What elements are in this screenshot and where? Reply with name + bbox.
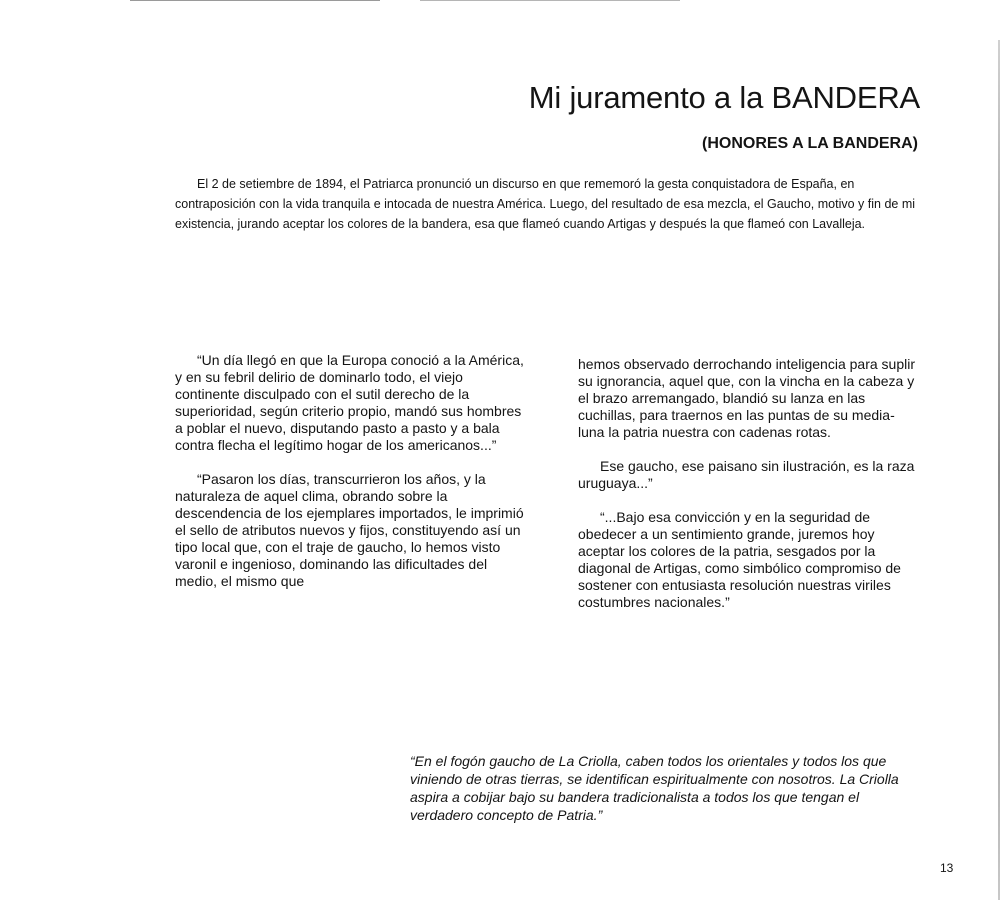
page-number: 13 bbox=[940, 861, 954, 875]
right-column bbox=[578, 356, 920, 628]
speech-paragraph: “...Bajo esa convicción y en la seguridad de obedecer a un sentimiento grande, juremos hoy aceptar los colores de la patria, sesgados por la diagonal de Artigas, como simbólico compromiso de sostener con entusiasta resolución nuestras viriles costumbres nacionales.” bbox=[578, 509, 901, 610]
intro-paragraph: El 2 de setiembre de 1894, el Patriarca pronunció un discurso en que rememoró la gesta conquistadora de España, en contraposición con la vida tranquila e intocada de nuestra América. Luego, del resultado de esa mezcla, el Gaucho, motivo y fin de mi existencia, jurando aceptar los colores de la bandera, esa que flameó cuando Artigas y después la que flameó con Lavalleja. bbox=[175, 177, 916, 231]
closing-quote: “En el fogón gaucho de La Criolla, caben todos los orientales y todos los que viniendo de otras tierras, se identifican espiritualmente con nosotros. La Criolla aspira a cobijar bajo su bandera tradicionalista a todos los que tengan el verdadero concepto de Patria.” bbox=[410, 753, 899, 823]
speech-paragraph: hemos observado derrochando inteligencia para suplir su ignorancia, aquel que, con la vincha en la cabeza y el brazo arremangado, blandió su lanza en las cuchillas, para traernos en las puntas de su media-luna la patria nuestra con cadenas rotas. bbox=[578, 356, 915, 440]
scan-edge-top bbox=[130, 0, 380, 1]
speech-paragraph: “Pasaron los días, transcurrieron los años, y la naturaleza de aquel clima, obrando sobre la descendencia de los ejemplares importados, le imprimió el sello de atributos nuevos y fijos, constituyendo así un tipo local que, con el traje de gaucho, lo hemos visto varonil e ingenioso, dominando las dificultades del medio, el mismo que bbox=[175, 471, 524, 589]
scan-edge-top bbox=[420, 0, 680, 1]
speech-paragraph: “Un día llegó en que la Europa conoció a la América, y en su febril delirio de dominarlo todo, el viejo continente disculpado con el sutil derecho de la superioridad, según criterio propio, mandó sus hombres a poblar el nuevo, disputando pasto a pasto y a bala contra flecha el legítimo hogar de los americanos...” bbox=[175, 352, 524, 453]
page-title: Mi juramento a la BANDERA bbox=[528, 80, 920, 115]
left-column bbox=[175, 352, 527, 607]
page-subtitle: (HONORES A LA BANDERA) bbox=[702, 135, 918, 152]
speech-paragraph: Ese gaucho, ese paisano sin ilustración, es la raza uruguaya...” bbox=[578, 458, 915, 491]
